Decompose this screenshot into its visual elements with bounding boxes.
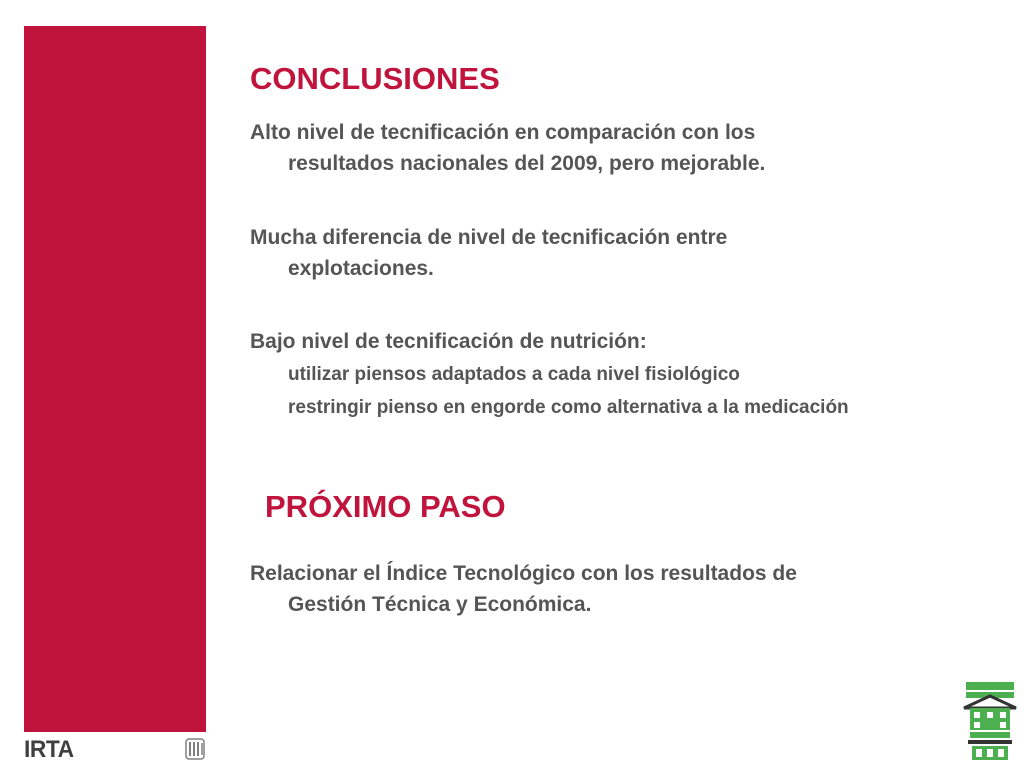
conclusion-paragraph-3	[250, 326, 970, 357]
generalitat-emblem-icon	[184, 737, 206, 761]
paragraph-line: Bajo nivel de tecnificación de nutrición:	[250, 330, 647, 353]
next-step-paragraph	[250, 558, 970, 620]
conclusions-title: CONCLUSIONES	[250, 61, 500, 96]
paragraph-line: explotaciones.	[288, 257, 434, 280]
sub-item: utilizar piensos adaptados a cada nivel fisiológico	[288, 364, 740, 385]
paragraph-line: resultados nacionales del 2009, pero mejorable.	[288, 152, 766, 175]
paragraph-line: Mucha diferencia de nivel de tecnificación entre	[250, 226, 728, 249]
paragraph-line: Alto nivel de tecnificación en comparación con los	[250, 121, 756, 144]
paragraph-line: Relacionar el Índice Tecnológico con los resultados de	[250, 562, 797, 585]
sub-item: restringir pienso en engorde como alternativa a la medicación	[288, 397, 849, 418]
irta-logo: IRTA	[24, 736, 74, 763]
conclusion-paragraph-1	[250, 117, 970, 179]
building-logo-icon	[962, 678, 1018, 764]
paragraph-line: Gestión Técnica y Económica.	[288, 593, 592, 616]
conclusion-paragraph-2	[250, 222, 970, 284]
next-step-title: PRÓXIMO PASO	[265, 489, 506, 524]
red-sidebar-band	[24, 26, 206, 732]
